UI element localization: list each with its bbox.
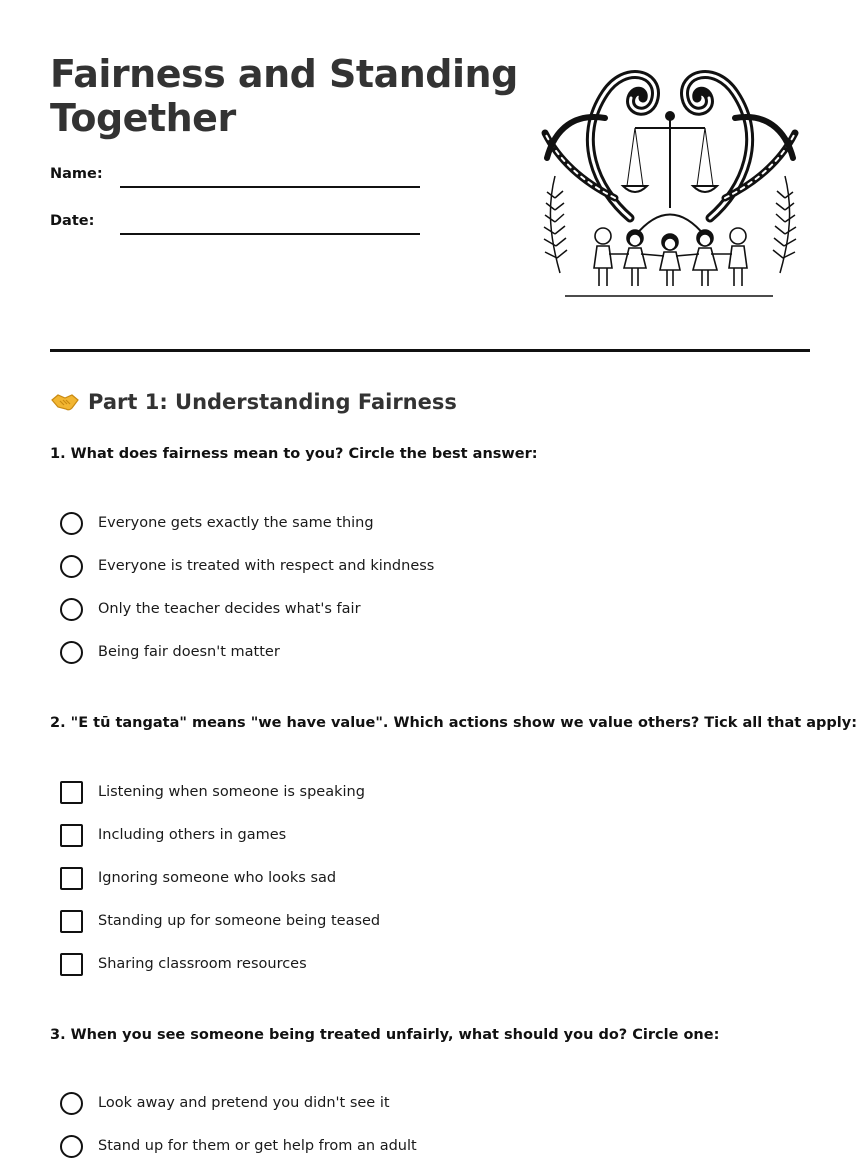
option-item[interactable] — [60, 823, 286, 847]
option-label: Listening when someone is speaking — [98, 784, 365, 800]
option-label: Everyone is treated with respect and kindness — [98, 558, 435, 574]
option-label: Everyone gets exactly the same thing — [98, 515, 374, 531]
answer-checkbox[interactable] — [60, 953, 83, 976]
answer-circle[interactable] — [60, 555, 83, 578]
date-field[interactable] — [120, 233, 420, 235]
option-label: Sharing classroom resources — [98, 956, 307, 972]
answer-circle[interactable] — [60, 1135, 83, 1158]
answer-checkbox[interactable] — [60, 824, 83, 847]
section-title — [50, 390, 457, 414]
answer-circle[interactable] — [60, 1092, 83, 1115]
option-label: Stand up for them or get help from an adult — [98, 1138, 417, 1154]
option-item[interactable] — [60, 1091, 390, 1115]
scales-of-justice-illustration — [535, 58, 805, 303]
option-label: Including others in games — [98, 827, 287, 843]
answer-checkbox[interactable] — [60, 781, 83, 804]
answer-checkbox[interactable] — [60, 910, 83, 933]
option-label: Ignoring someone who looks sad — [98, 870, 337, 886]
option-item[interactable] — [60, 640, 280, 664]
option-label: Standing up for someone being teased — [98, 913, 381, 929]
option-item[interactable] — [60, 780, 365, 804]
worksheet-title: Fairness and Standing Together — [50, 52, 518, 140]
option-item[interactable] — [60, 554, 434, 578]
option-label: Look away and pretend you didn't see it — [98, 1095, 390, 1111]
question-1: 1. What does fairness mean to you? Circle the best answer: — [50, 446, 538, 462]
answer-checkbox[interactable] — [60, 867, 83, 890]
option-item[interactable] — [60, 597, 361, 621]
header-divider — [50, 349, 810, 352]
handshake-icon — [50, 391, 80, 413]
option-item[interactable] — [60, 511, 374, 535]
option-item[interactable] — [60, 952, 307, 976]
date-label: Date: — [50, 213, 95, 229]
answer-circle[interactable] — [60, 598, 83, 621]
name-label: Name: — [50, 166, 103, 182]
answer-circle[interactable] — [60, 641, 83, 664]
section-title-text: Part 1: Understanding Fairness — [88, 390, 457, 414]
option-item[interactable] — [60, 866, 336, 890]
question-3: 3. When you see someone being treated unfairly, what should you do? Circle one: — [50, 1027, 720, 1043]
name-field[interactable] — [120, 186, 420, 188]
answer-circle[interactable] — [60, 512, 83, 535]
option-item[interactable] — [60, 1134, 417, 1158]
option-item[interactable] — [60, 909, 380, 933]
option-label: Only the teacher decides what's fair — [98, 601, 361, 617]
option-label: Being fair doesn't matter — [98, 644, 280, 660]
question-2: 2. "E tū tangata" means "we have value". Which actions show we value others? Tick all that apply: — [50, 715, 857, 731]
